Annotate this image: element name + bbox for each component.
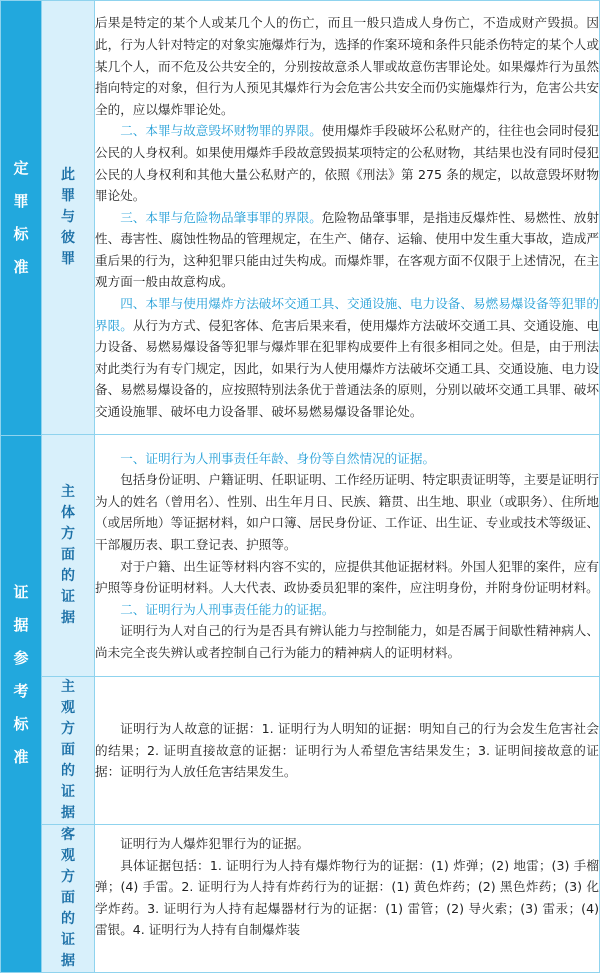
paragraph: [95, 207, 599, 293]
category-1-wrapper: [1, 1, 41, 435]
content-cell: [95, 1, 600, 435]
paragraph-list: [95, 833, 599, 941]
subcategory-cell: [42, 677, 95, 825]
paragraph: [95, 469, 599, 555]
label-char: 面: [61, 547, 75, 563]
subcategory-cell: [42, 435, 95, 677]
section-heading: 二、证明行为人刑事责任能力的证据。: [120, 601, 335, 617]
subcategory-cell: [42, 825, 95, 973]
paragraph: [95, 833, 599, 855]
paragraph-text: 危险物品肇事罪，是指违反爆炸性、易燃性、放射性、毒害性、腐蚀性物品的管理规定，在生产、储存、运输、使用中发生重大事故，造成严重后果的行为，这种犯罪只能由过失构成。而爆炸罪，在客观方面不仅限于上述情况，在主观方面一般由故意构成。: [95, 209, 600, 290]
label-char: 证: [13, 583, 29, 601]
section-heading: 二、本罪与故意毁坏财物罪的界限。: [120, 123, 322, 139]
label-char: 证: [61, 932, 75, 948]
label-char: 的: [61, 911, 75, 927]
label-char: 客: [61, 827, 75, 843]
label-char: 罪: [13, 192, 29, 210]
label-char: 的: [61, 568, 75, 584]
content-cell: [95, 825, 600, 973]
label-char: 证: [61, 784, 75, 800]
paragraph-text: 具体证据包括：1. 证明行为人持有爆炸物行为的证据：(1) 炸弹；(2) 地雷；(3) 手榴弹；(4) 手雷。2. 证明行为人持有炸药行为的证据：(1) 黄色炸药；(2) 黑色炸药；(3) 化学炸药。3. 证明行为人持有起爆器材行为的证据：(1) 雷管；(2) 导火索；(3) 雷汞；(4) 雷银。4. 证明行为人持有自制爆炸装: [95, 857, 599, 938]
label-char: 标: [13, 715, 29, 733]
label-char: 的: [61, 763, 75, 779]
label-char: 面: [61, 742, 75, 758]
label-char: 证: [61, 589, 75, 605]
label-char: 罪: [61, 188, 75, 204]
paragraph: [95, 120, 599, 206]
label-char: 体: [61, 505, 75, 521]
label-char: 准: [13, 748, 29, 766]
paragraph-text: 使用爆炸手段破坏公私财产的，往往也会同时侵犯公民的人身权利。如果使用爆炸手段故意毁损某项特定的公私财物，其结果也没有同时侵犯公民的人身权利和其他大量公私财产的，依照《刑法》第 275 条的规定，以故意毁坏财物罪论处。: [95, 123, 600, 204]
section-heading: 三、本罪与危险物品肇事罪的界限。: [120, 209, 322, 225]
paragraph: [95, 293, 599, 423]
table-row: [1, 825, 600, 973]
paragraph: [95, 12, 599, 120]
table-row: [1, 677, 600, 825]
label-char: 据: [13, 616, 29, 634]
label-char: 观: [61, 700, 75, 716]
paragraph-text: 对于户籍、出生证等材料内容不实的，应提供其他证据材料。外国人犯罪的案件，应有护照等身份证明材料。人大代表、政协委员犯罪的案件，应注明身份，并附身份证明材料。: [95, 558, 599, 596]
label-char: 方: [61, 526, 75, 542]
label-char: 与: [61, 209, 75, 225]
paragraph-text: 证明行为人爆炸犯罪行为的证据。: [120, 836, 310, 851]
label-char: 观: [61, 848, 75, 864]
label-char: 标: [13, 225, 29, 243]
label-char: 据: [61, 610, 75, 626]
label-char: 方: [61, 721, 75, 737]
subcategory-label: [61, 677, 75, 824]
paragraph: [95, 448, 599, 470]
table-row: [1, 1, 600, 435]
label-char: 据: [61, 953, 75, 969]
content-cell: [95, 677, 600, 825]
label-char: 准: [13, 258, 29, 276]
paragraph: [95, 599, 599, 621]
paragraph: [95, 556, 599, 599]
paragraph: [95, 620, 599, 663]
label-char: 此: [61, 167, 75, 183]
subcategory-label: [61, 482, 75, 629]
paragraph-list: [95, 718, 599, 783]
label-char: 据: [61, 805, 75, 821]
paragraph-text: 证明行为人故意的证据：1. 证明行为人明知的证据：明知自己的行为会发生危害社会的结果；2. 证明直接故意的证据：证明行为人希望危害结果发生；3. 证明间接故意的证据：证明行为人放任危害结果发生。: [95, 721, 599, 780]
section-heading: 一、证明行为人刑事责任年龄、身份等自然情况的证据。: [120, 450, 436, 466]
category-label-2: [13, 576, 28, 774]
label-char: 主: [61, 679, 75, 695]
label-char: 彼: [61, 230, 75, 246]
label-char: 罪: [61, 251, 75, 267]
paragraph-text: 包括身份证明、户籍证明、任职证明、工作经历证明、特定职责证明等，主要是证明行为人的姓名（曾用名）、性别、出生年月日、民族、籍贯、出生地、职业（或职务）、住所地（或居所地）等证据材料，如户口簿、居民身份证、工作证、出生证、专业或技术等级证、干部履历表、职工登记表、护照等。: [95, 472, 599, 552]
paragraph-text: 证明行为人对自己的行为是否具有辨认能力与控制能力，如是否属于间歇性精神病人、尚未完全丧失辨认或者控制自己行为能力的精神病人的证明材料。: [95, 623, 599, 660]
label-char: 参: [13, 649, 29, 667]
content-cell: [95, 435, 600, 677]
section-heading: 四、本罪与使用爆炸方法破坏交通工具、交通设施、电力设备、易燃易爆设备等犯罪的界限。: [95, 296, 599, 333]
paragraph: [95, 855, 599, 941]
category-label-1: [13, 152, 28, 284]
paragraph-text: 从行为方式、侵犯客体、危害后果来看，使用爆炸方法破坏交通工具、交通设施、电力设备、易燃易爆设备等犯罪与爆炸罪在犯罪构成要件上有很多相同之处。但是，由于刑法对此类行为有专门规定，因此，如果行为人使用爆炸方法破坏交通工具、交通设施、电力设备、易燃易爆设备的，应按照特别法条优于普通法条的原则，分别以破坏交通工具罪、破坏交通设施罪、破坏电力设备罪、破坏易燃易爆设备罪论处。: [95, 317, 600, 420]
paragraph-text: 后果是特定的某个人或某几个人的伤亡，而且一般只造成人身伤亡，不造成财产毁损。因此，行为人针对特定的对象实施爆炸行为，选择的作案环境和条件只能杀伤特定的某个人或某几个人，而不危及公共安全的，分别按故意杀人罪或故意伤害罪论处。如果爆炸行为虽然指向特定的对象，但行为人预见其爆炸行为会危害公共安全而仍实施爆炸行为，危害公共安全的，应以爆炸罪论处。: [95, 15, 599, 117]
category-cell: [1, 1, 42, 973]
subcategory-label: [61, 165, 75, 270]
subcategory-label: [61, 825, 75, 972]
paragraph: [95, 718, 599, 783]
label-char: 主: [61, 484, 75, 500]
paragraph-list: [95, 12, 599, 422]
category-2-wrapper: [1, 435, 41, 914]
subcategory-cell: [42, 1, 95, 435]
label-char: 考: [13, 682, 29, 700]
label-char: 面: [61, 890, 75, 906]
table-row: [1, 435, 600, 677]
paragraph-list: [95, 448, 599, 664]
label-char: 定: [13, 159, 29, 177]
label-char: 方: [61, 869, 75, 885]
